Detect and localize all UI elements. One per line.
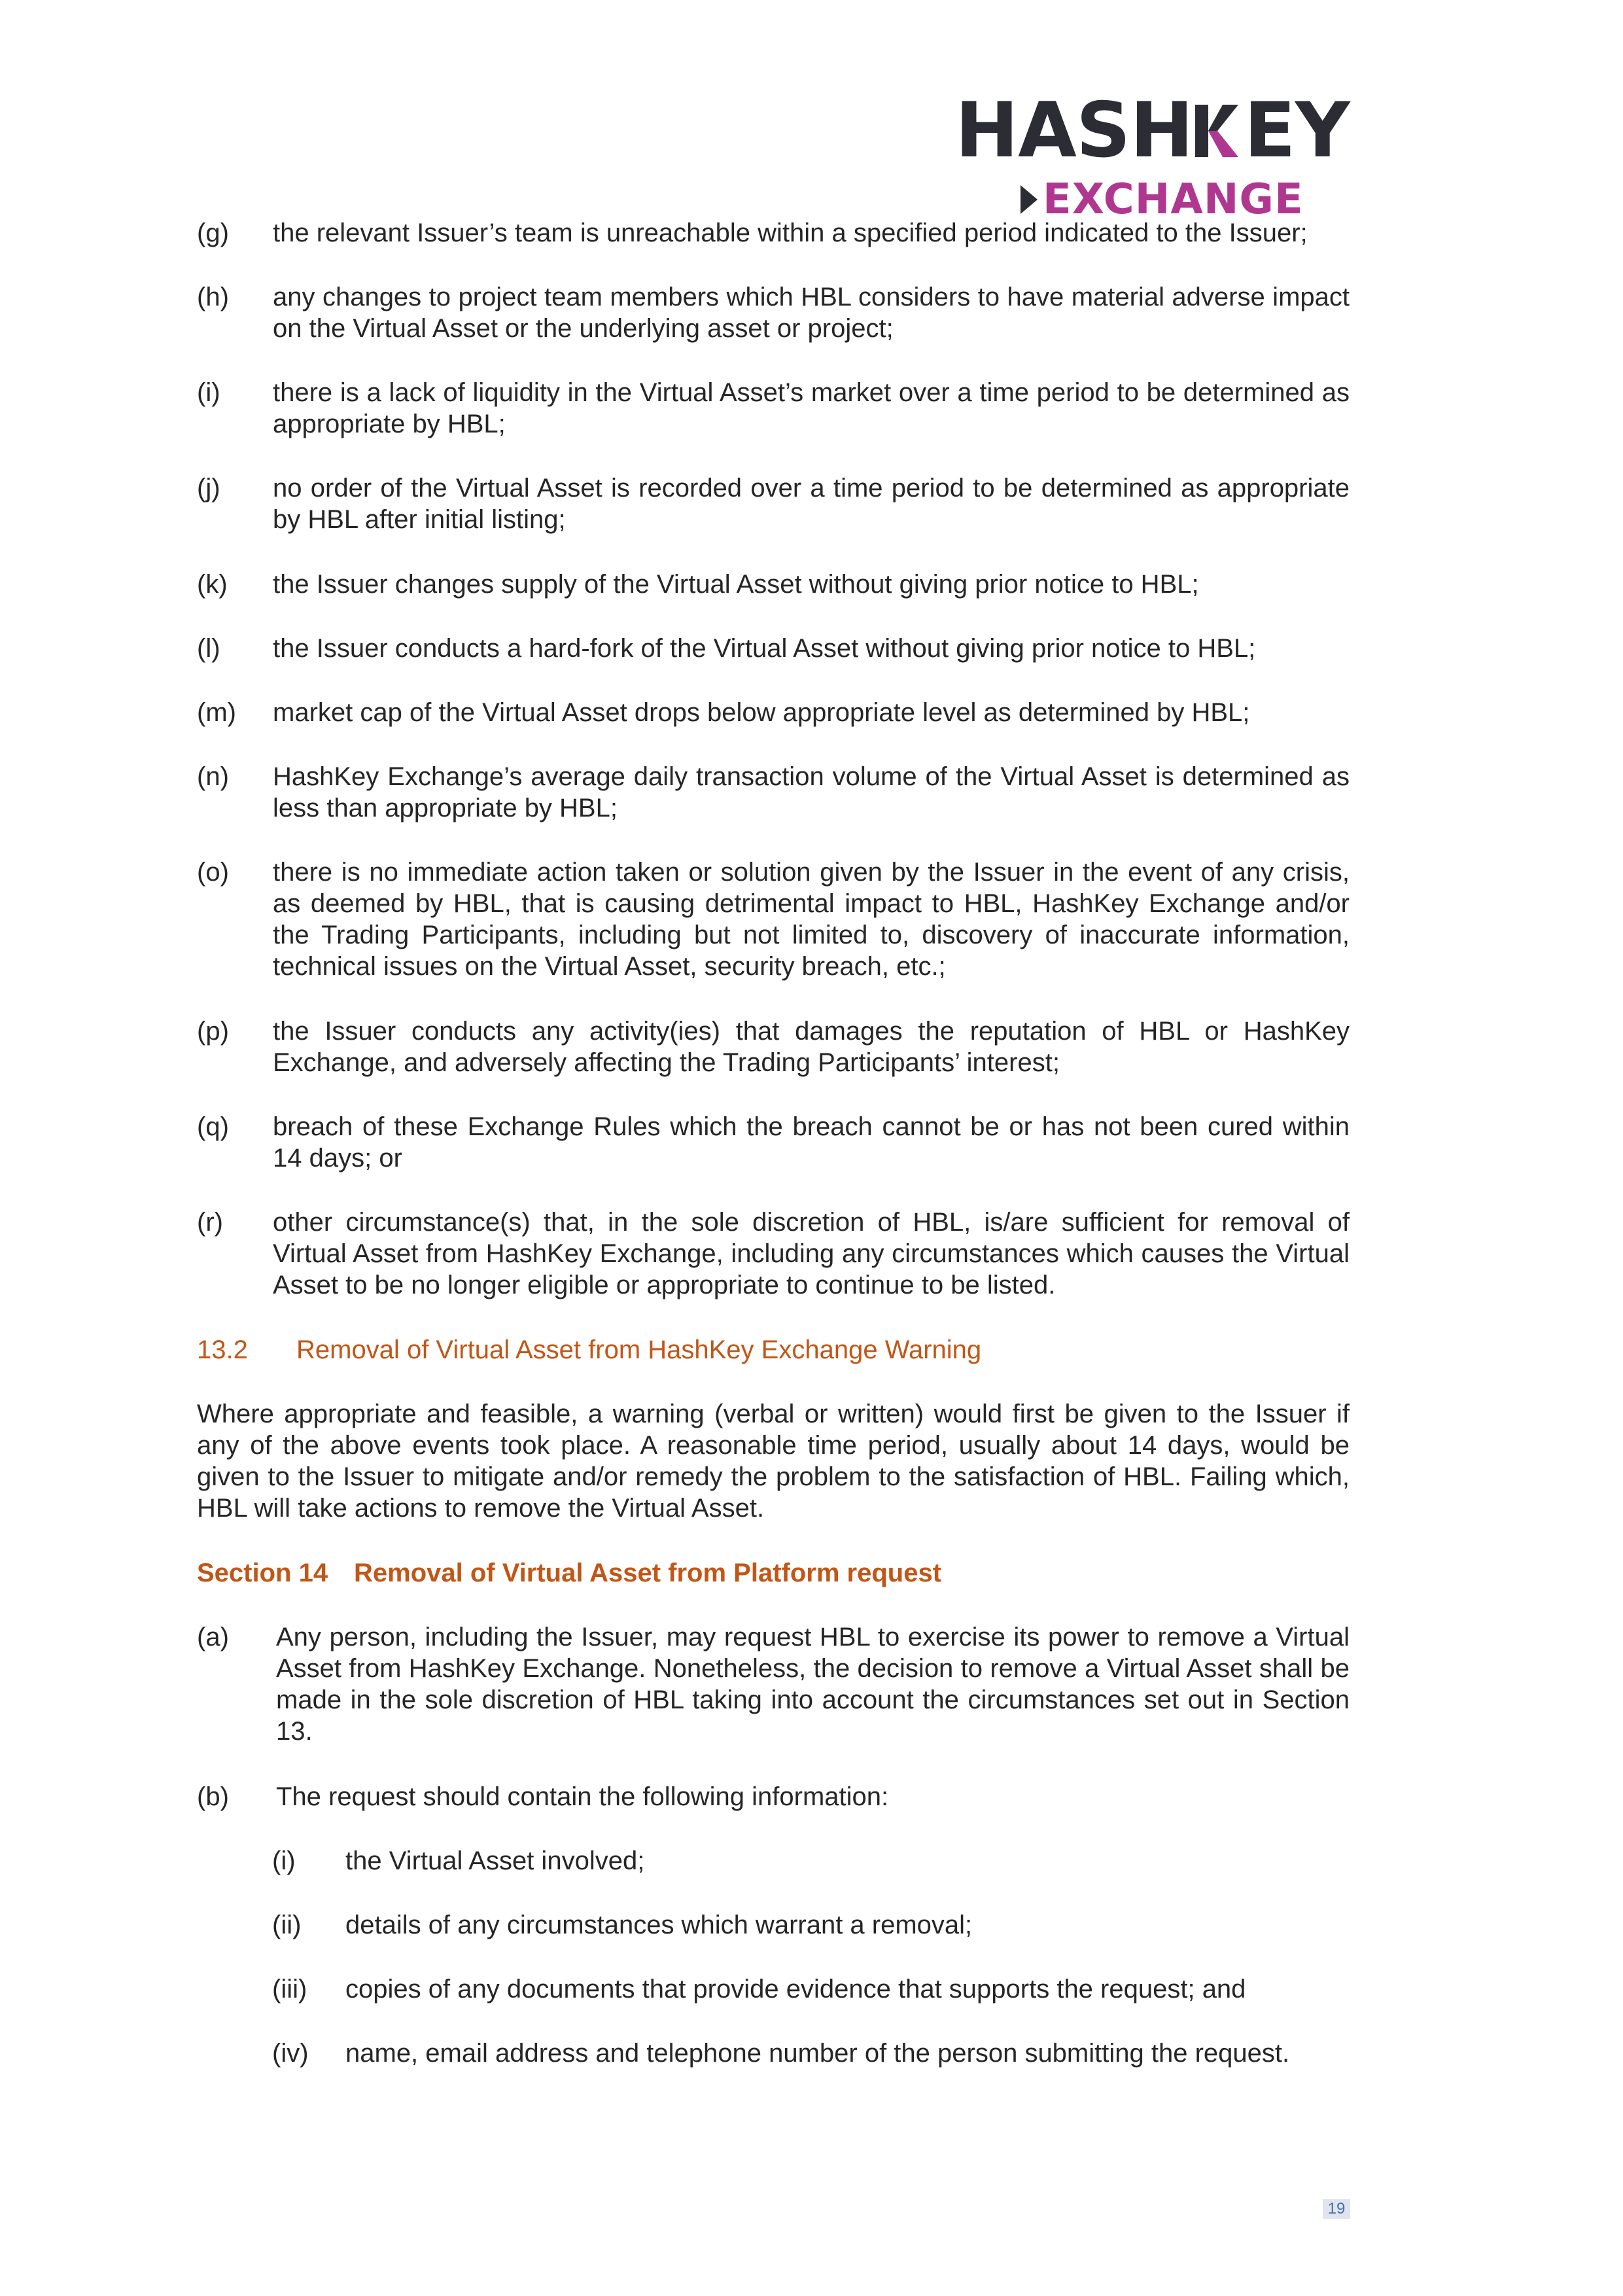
sub-list-item-label: (iv) — [272, 2039, 309, 2068]
list-item-label: (m) — [197, 698, 236, 727]
list-item-label: (o) — [197, 858, 229, 887]
list-item-text: no order of the Virtual Asset is recorded over a time period to be determined as appropriate by HBL after initial listing; — [273, 474, 1350, 534]
section-14-number: Section 14 — [197, 1559, 328, 1587]
sub-list-item-label: (ii) — [272, 1911, 302, 1939]
sub-list-item-text: the Virtual Asset involved; — [345, 1846, 645, 1875]
section-13-2-heading — [197, 1334, 981, 1366]
list-item-text: the Issuer conducts any activity(ies) that damages the reputation of HBL or HashKey Exchange, and adversely affecting the Trading Participants’ interest; — [273, 1017, 1350, 1077]
list-item-label: (j) — [197, 474, 220, 503]
sub-list-item-label: (iii) — [272, 1975, 307, 2004]
list-item-text: the Issuer changes supply of the Virtual Asset without giving prior notice to HBL; — [273, 570, 1199, 599]
list-item-label: (k) — [197, 570, 228, 599]
list-item-label: (g) — [197, 219, 229, 247]
logo-k-mark — [1193, 97, 1244, 165]
list-item-label: (h) — [197, 283, 229, 311]
section-13-2-number: 13.2 — [197, 1335, 248, 1364]
list-item-text: The request should contain the following information: — [276, 1782, 889, 1811]
sub-list-item-text: copies of any documents that provide evidence that supports the request; and — [345, 1975, 1246, 2004]
list-item-label: (l) — [197, 634, 220, 663]
section-13-2-paragraph: Where appropriate and feasible, a warning (verbal or written) would first be given to the Issuer if any of the above events took place. A reasonable time period, usually about 14 days, would be given to the Issuer to mitigate and/or remedy the problem to the satisfaction of HBL. Failing which, HBL will take actions to remove the Virtual Asset. — [197, 1400, 1350, 1523]
section-14-title: Removal of Virtual Asset from Platform request — [354, 1559, 942, 1587]
sub-list-item-text: details of any circumstances which warrant a removal; — [345, 1911, 973, 1939]
logo-exchange-text: EXCHANGE — [1043, 175, 1304, 224]
section-13-2-title: Removal of Virtual Asset from HashKey Exchange Warning — [296, 1335, 982, 1364]
list-item-text: any changes to project team members which HBL considers to have material adverse impact on the Virtual Asset or the underlying asset or project; — [273, 283, 1350, 343]
logo-triangle-icon — [1021, 185, 1038, 214]
list-item-text: Any person, including the Issuer, may request HBL to exercise its power to remove a Virtual Asset from HashKey Exchange. Nonetheless, the decision to remove a Virtual Asset shall be made in the sole discretion of HBL taking into account the circumstances set out in Section 13. — [276, 1623, 1350, 1746]
list-item-text: other circumstance(s) that, in the sole discretion of HBL, is/are sufficient for removal of Virtual Asset from HashKey Exchange, including any circumstances which causes the Virtual Asset to be no longer eligible or appropriate to continue to be listed. — [273, 1208, 1350, 1299]
logo-brand-left: HASH — [955, 86, 1193, 175]
sub-list-item-text: name, email address and telephone number of the person submitting the request. — [345, 2039, 1290, 2068]
logo-brand-right: EY — [1244, 86, 1350, 175]
sub-list-item-label: (i) — [272, 1846, 296, 1875]
list-item-label: (q) — [197, 1112, 229, 1141]
list-item-text: there is a lack of liquidity in the Virtual Asset’s market over a time period to be determined as appropriate by HBL; — [273, 378, 1350, 438]
list-item-text: there is no immediate action taken or solution given by the Issuer in the event of any crisis, as deemed by HBL, that is causing detrimental impact to HBL, HashKey Exchange and/or the Trading Participants, including but not limited to, discovery of inaccurate information, technical issues on the Virtual Asset, security breach, etc.; — [273, 858, 1350, 981]
list-item-text: breach of these Exchange Rules which the breach cannot be or has not been cured within 14 days; or — [273, 1112, 1350, 1173]
list-item-text: market cap of the Virtual Asset drops below appropriate level as determined by HBL; — [273, 698, 1250, 727]
page-number: 19 — [1323, 2199, 1350, 2219]
list-item-label: (p) — [197, 1017, 229, 1046]
list-item-label: (a) — [197, 1623, 229, 1651]
section-14-heading — [197, 1557, 941, 1589]
list-item-label: (n) — [197, 762, 229, 791]
hashkey-exchange-logo — [955, 86, 1350, 224]
list-item-label: (r) — [197, 1208, 223, 1237]
list-item-label: (i) — [197, 378, 220, 407]
list-item-text: the Issuer conducts a hard-fork of the Virtual Asset without giving prior notice to HBL; — [273, 634, 1256, 663]
list-item-label: (b) — [197, 1782, 229, 1811]
list-item-text: the relevant Issuer’s team is unreachable within a specified period indicated to the Issuer; — [273, 219, 1308, 247]
list-item-text: HashKey Exchange’s average daily transaction volume of the Virtual Asset is determined as less than appropriate by HBL; — [273, 762, 1350, 822]
